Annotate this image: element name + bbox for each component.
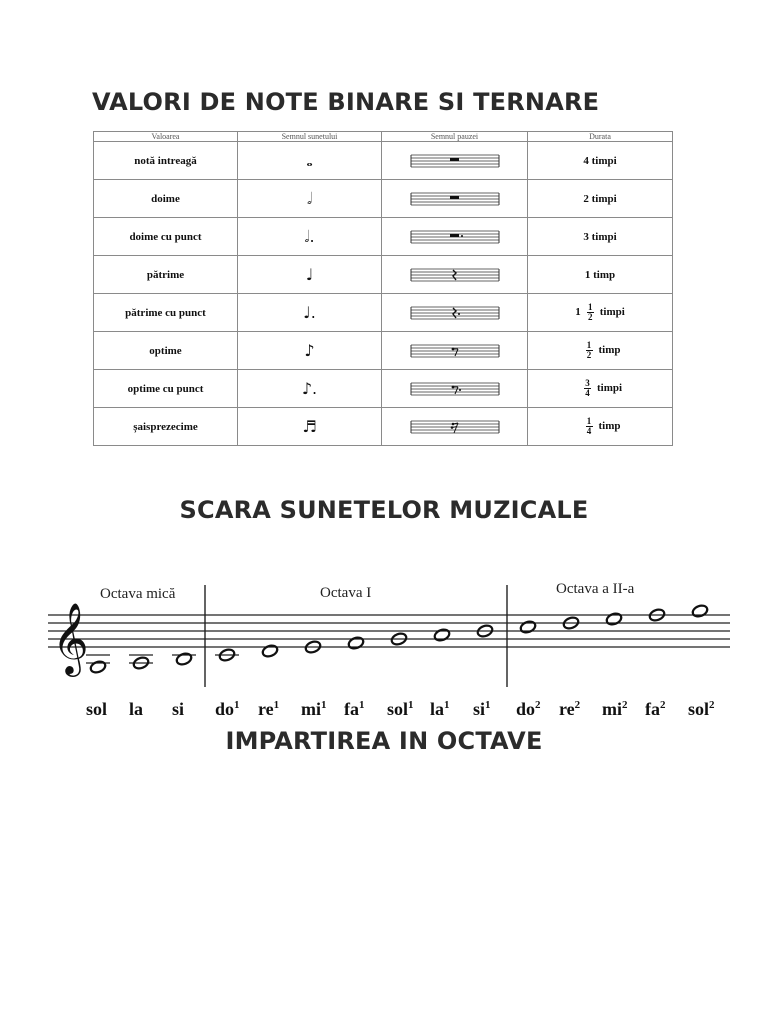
rest-sign (382, 332, 528, 370)
duration-text: 1 timp (584, 268, 616, 281)
whole-note (433, 628, 451, 643)
note-name-label (602, 699, 628, 719)
note-name-label (473, 699, 491, 719)
note-name-label (301, 699, 327, 719)
duration-unit: timpi (596, 382, 623, 395)
note-syllable: sol (688, 699, 710, 719)
note-values-table (93, 131, 673, 446)
fraction-numerator: 1 (586, 416, 592, 426)
octave-index: 1 (408, 699, 414, 711)
note-syllable: sol (86, 699, 108, 719)
duration-text: 1 (575, 306, 581, 319)
rest-half-icon (410, 191, 500, 207)
values-title: VALORI DE NOTE BINARE SI TERNARE (92, 88, 600, 116)
note-eighth-icon: ♪ (238, 332, 382, 370)
note-syllable: si (172, 699, 185, 719)
header-value: Valoarea (94, 132, 238, 142)
note-name-label (688, 699, 715, 719)
note-name-label (344, 699, 365, 719)
note-name-label (387, 699, 414, 719)
note-name-label (645, 699, 666, 719)
whole-note (89, 660, 107, 675)
note-syllable: la (129, 699, 144, 719)
note-syllable: do (215, 699, 235, 719)
note-name: pătrime (94, 256, 238, 294)
note-quarter-dotted-icon: ♩. (238, 294, 382, 332)
note-syllable: sol (387, 699, 409, 719)
fraction-numerator: 1 (587, 302, 593, 312)
duration (528, 294, 673, 332)
table-header-row (94, 132, 673, 142)
duration-text: 2 timpi (583, 192, 617, 205)
table-row (94, 142, 673, 180)
note-name: șaisprezecime (94, 408, 238, 446)
table-row (94, 408, 673, 446)
rest-sign (382, 408, 528, 446)
note-name: optime cu punct (94, 370, 238, 408)
octave-label: Octava mică (100, 586, 176, 602)
rest-eighth-dotted-icon (410, 381, 500, 397)
treble-clef-icon: 𝄞 (52, 605, 89, 673)
duration-fraction (584, 379, 591, 398)
duration (528, 180, 673, 218)
duration-unit: timp (598, 420, 621, 433)
duration-text: 4 timpi (583, 154, 617, 167)
duration (528, 408, 673, 446)
table-row (94, 332, 673, 370)
rest-sign (382, 180, 528, 218)
note-name: pătrime cu punct (94, 294, 238, 332)
octave-index: 1 (359, 699, 365, 711)
duration-unit: timpi (599, 306, 625, 319)
note-name-label (129, 699, 143, 719)
duration-unit: timp (598, 344, 621, 357)
note-half-dotted-icon: 𝅗𝅥. (238, 218, 382, 256)
note-whole-icon: 𝅝 (238, 142, 382, 180)
duration (528, 218, 673, 256)
octave-index: 1 (485, 699, 491, 711)
note-syllable: re (559, 699, 575, 719)
octave-index: 2 (574, 699, 581, 711)
octave-label: Octava a II-a (556, 581, 635, 597)
note-name-label (86, 699, 107, 719)
note-sixteenth-icon: ♬ (238, 408, 382, 446)
note-syllable: do (516, 699, 536, 719)
rest-half-dotted-icon (410, 229, 500, 245)
whole-note (175, 652, 193, 667)
rest-whole-icon (410, 153, 500, 169)
fraction-denominator: 4 (586, 426, 592, 436)
duration-fraction (587, 303, 594, 322)
rest-sign (382, 294, 528, 332)
note-syllable: re (258, 699, 274, 719)
note-syllable: fa (344, 699, 359, 719)
duration-fraction (586, 417, 593, 436)
note-syllable: mi (602, 699, 622, 719)
octave-index: 1 (444, 699, 450, 711)
rest-quarter-dotted-icon (410, 305, 500, 321)
note-syllable: si (473, 699, 486, 719)
table-row (94, 370, 673, 408)
header-note-sign: Semnul sunetului (238, 132, 382, 142)
whole-note (261, 644, 279, 659)
fraction-denominator: 2 (587, 312, 593, 322)
octave-index: 2 (622, 699, 628, 711)
rest-sign (382, 256, 528, 294)
rest-sign (382, 370, 528, 408)
rest-eighth-icon (410, 343, 500, 359)
note-syllable: mi (301, 699, 321, 719)
note-name: doime cu punct (94, 218, 238, 256)
octave-index: 2 (709, 699, 715, 711)
note-name-label (559, 699, 581, 719)
table-row (94, 218, 673, 256)
duration-fraction (586, 341, 593, 360)
octave-index: 2 (660, 699, 666, 711)
note-half-icon: 𝅗𝅥 (238, 180, 382, 218)
scale-title: SCARA SUNETELOR MUZICALE (179, 496, 589, 524)
whole-note (347, 636, 365, 651)
note-name-label (516, 699, 541, 719)
note-name-label (172, 699, 184, 719)
fraction-numerator: 3 (585, 378, 590, 388)
whole-note (519, 620, 537, 635)
duration (528, 142, 673, 180)
note-name-label (430, 699, 450, 719)
octave-index: 1 (234, 699, 240, 711)
duration (528, 332, 673, 370)
note-syllable: fa (645, 699, 660, 719)
table-row (94, 180, 673, 218)
whole-note (691, 604, 709, 619)
fraction-numerator: 1 (586, 340, 592, 350)
rest-sixteenth-icon (410, 419, 500, 435)
note-name: doime (94, 180, 238, 218)
header-duration: Durata (528, 132, 673, 142)
whole-note (605, 612, 623, 627)
octave-index: 1 (273, 699, 280, 711)
note-quarter-icon: ♩ (238, 256, 382, 294)
duration (528, 370, 673, 408)
duration (528, 256, 673, 294)
rest-sign (382, 218, 528, 256)
note-name: notă intreagă (94, 142, 238, 180)
fraction-denominator: 4 (585, 388, 590, 398)
duration-text: 3 timpi (583, 230, 617, 243)
note-name: optime (94, 332, 238, 370)
octave-index: 1 (321, 699, 327, 711)
octaves-title: IMPARTIREA IN OCTAVE (225, 727, 543, 755)
note-name-label (215, 699, 240, 719)
music-staff (0, 565, 768, 725)
fraction-denominator: 2 (586, 350, 592, 360)
note-name-label (258, 699, 279, 719)
rest-quarter-icon (410, 267, 500, 283)
octave-label: Octava I (320, 585, 372, 601)
octave-index: 2 (535, 699, 541, 711)
table-row (94, 294, 673, 332)
note-eighth-dotted-icon: ♪. (238, 370, 382, 408)
header-rest-sign: Semnul pauzei (382, 132, 528, 142)
table-row (94, 256, 673, 294)
note-syllable: la (430, 699, 445, 719)
rest-sign (382, 142, 528, 180)
